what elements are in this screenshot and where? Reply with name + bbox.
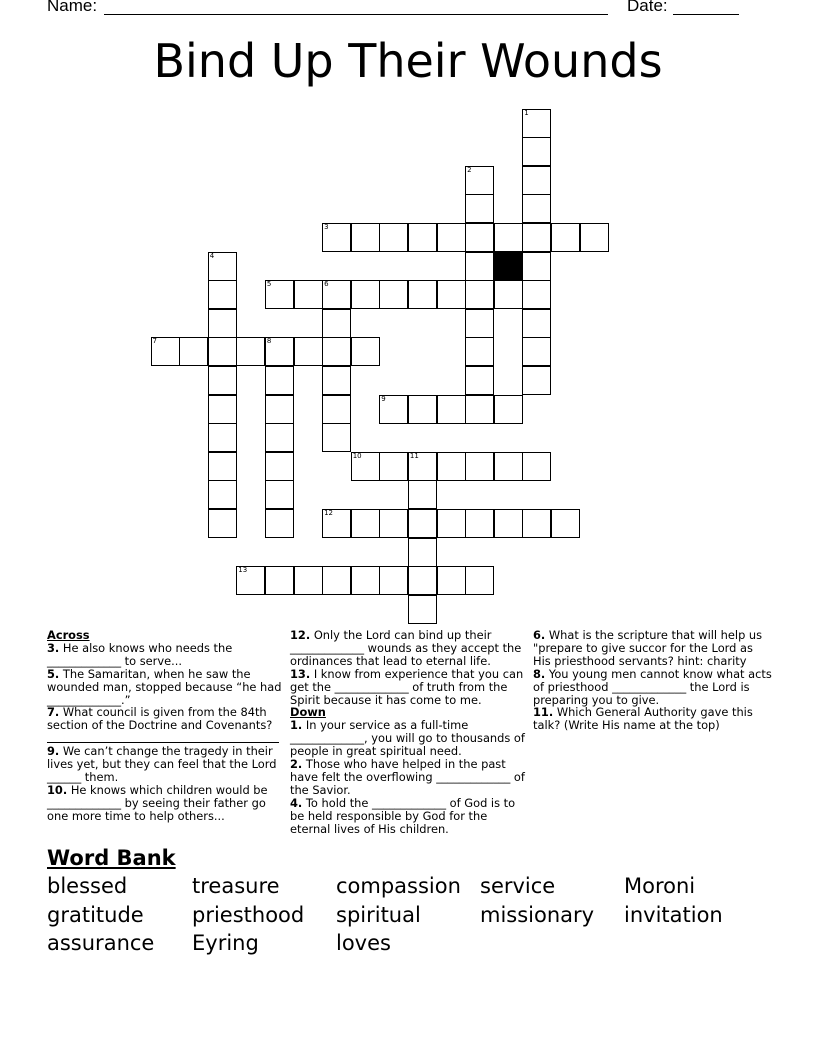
grid-cell[interactable]: [322, 566, 351, 595]
grid-cell[interactable]: [236, 337, 265, 366]
word-bank-word: compassion: [336, 874, 461, 898]
grid-cell[interactable]: [379, 223, 408, 252]
grid-cell[interactable]: [437, 223, 466, 252]
clue-across-12: 12. Only the Lord can bind up their _____________ wounds as they accept the ordinances that lead to eternal life.: [290, 628, 522, 668]
word-bank-word: Eyring: [192, 931, 259, 955]
grid-cell[interactable]: [208, 252, 237, 281]
grid-cell[interactable]: [522, 280, 551, 309]
grid-cell[interactable]: [437, 395, 466, 424]
clue-across-13: 13. I know from experience that you can get the _____________ of truth from the Spirit because it has come to me.: [290, 666, 524, 707]
clue-down-2: 2. Those who have helped in the past have felt the overflowing _____________ of the Savior.: [290, 757, 525, 797]
grid-cell[interactable]: [465, 280, 494, 309]
grid-cell[interactable]: [580, 223, 609, 252]
date-label: Date:: [627, 0, 668, 15]
grid-cell[interactable]: [522, 194, 551, 223]
down-heading: Down: [290, 705, 326, 720]
grid-cell[interactable]: [265, 566, 294, 595]
grid-cell[interactable]: [437, 566, 466, 595]
grid-cell[interactable]: [379, 395, 408, 424]
word-bank-word: invitation: [624, 903, 723, 927]
grid-cell[interactable]: [351, 509, 380, 538]
grid-cell[interactable]: [379, 566, 408, 595]
grid-cell[interactable]: [522, 252, 551, 281]
word-bank-word: treasure: [192, 874, 280, 898]
word-bank-word: assurance: [47, 931, 155, 955]
clue-number: 6: [324, 280, 329, 289]
clue-across-5: 5. The Samaritan, when he saw the wounded man, stopped because “he had _____________.”: [47, 666, 282, 707]
grid-cell[interactable]: [151, 337, 180, 366]
clue-number: 2: [467, 165, 472, 174]
grid-cell[interactable]: [265, 423, 294, 452]
word-bank-word: Moroni: [624, 874, 696, 898]
grid-cell[interactable]: [322, 509, 351, 538]
clue-across-9: 9. We can’t change the tragedy in their lives yet, but they can feel that the Lord ______ them.: [47, 744, 277, 785]
grid-cell[interactable]: [522, 166, 551, 195]
clue-number: 1: [524, 108, 529, 117]
grid-cell[interactable]: [351, 452, 380, 481]
grid-cell[interactable]: [408, 538, 437, 567]
grid-cell[interactable]: [522, 509, 551, 538]
grid-cell[interactable]: [465, 223, 494, 252]
grid-cell[interactable]: [208, 509, 237, 538]
grid-cell[interactable]: [294, 337, 323, 366]
grid-cell[interactable]: [437, 452, 466, 481]
grid-cell[interactable]: [494, 452, 523, 481]
grid-cell[interactable]: [522, 223, 551, 252]
grid-cell[interactable]: [379, 280, 408, 309]
page-title: Bind Up Their Wounds: [153, 34, 663, 88]
word-bank-title: Word Bank: [47, 846, 176, 870]
grid-cell[interactable]: [294, 566, 323, 595]
grid-cell[interactable]: [265, 337, 294, 366]
grid-cell[interactable]: [522, 337, 551, 366]
grid-cell[interactable]: [408, 566, 437, 595]
clue-down-6: 6. What is the scripture that will help us "prepare to give succor for the Lord as His priesthood servants? hint: charity: [533, 628, 763, 668]
word-bank-word: loves: [336, 931, 391, 955]
grid-cell[interactable]: [351, 566, 380, 595]
grid-cell[interactable]: [522, 452, 551, 481]
grid-cell[interactable]: [322, 309, 351, 338]
grid-cell[interactable]: [208, 337, 237, 366]
grid-cell[interactable]: [208, 395, 237, 424]
grid-cell[interactable]: [208, 480, 237, 509]
grid-cell[interactable]: [408, 452, 437, 481]
grid-cell[interactable]: [236, 566, 265, 595]
grid-cell[interactable]: [265, 480, 294, 509]
name-label: Name:: [47, 0, 98, 15]
clue-number: 8: [266, 337, 272, 346]
grid-cell[interactable]: [351, 223, 380, 252]
grid-cell[interactable]: [208, 452, 237, 481]
grid-cell[interactable]: [265, 452, 294, 481]
grid-cell[interactable]: [522, 309, 551, 338]
grid-cell[interactable]: [408, 223, 437, 252]
grid-cell[interactable]: [322, 395, 351, 424]
grid-cell[interactable]: [408, 280, 437, 309]
clue-down-4: 4. To hold the _____________ of God is to be held responsible by God for the eternal lives of His children.: [290, 795, 516, 836]
clue-down-11: 11. Which General Authority gave this talk? (Write His name at the top): [533, 705, 753, 733]
grid-cell[interactable]: [494, 223, 523, 252]
clue-down-8: 8. You young men cannot know what acts of priesthood _____________ the Lord is preparing you to give.: [533, 666, 772, 707]
grid-cell[interactable]: [265, 366, 294, 395]
grid-cell[interactable]: [265, 280, 294, 309]
grid-cell[interactable]: [465, 395, 494, 424]
grid-cell[interactable]: [465, 252, 494, 281]
grid-cell[interactable]: [408, 595, 437, 624]
grid-cell[interactable]: [522, 366, 551, 395]
clue-number: 12: [324, 508, 334, 517]
grid-cell[interactable]: [322, 280, 351, 309]
across-heading: Across: [47, 628, 90, 642]
grid-cell[interactable]: [408, 509, 437, 538]
grid-cell[interactable]: [465, 566, 494, 595]
grid-cell[interactable]: [494, 280, 523, 309]
grid-cell[interactable]: [351, 337, 380, 366]
grid-cell[interactable]: [437, 280, 466, 309]
clues-column-1: [47, 629, 283, 823]
word-bank-word: spiritual: [336, 903, 421, 927]
word-bank-word: gratitude: [47, 903, 144, 927]
clue-number: 7: [152, 337, 157, 346]
grid-cell[interactable]: [179, 337, 208, 366]
grid-cell[interactable]: [408, 395, 437, 424]
grid-cell[interactable]: [494, 509, 523, 538]
clue-across-10: 10. He knows which children would be _____________ by seeing their father go one more time to help others...: [47, 782, 268, 823]
grid-cell[interactable]: [322, 223, 351, 252]
grid-cell[interactable]: [465, 337, 494, 366]
grid-cell[interactable]: [465, 366, 494, 395]
clue-number: 11: [409, 451, 419, 460]
grid-cell[interactable]: [351, 280, 380, 309]
grid-cell[interactable]: [494, 395, 523, 424]
word-bank-word: priesthood: [192, 903, 305, 927]
clue-number: 13: [238, 566, 248, 575]
word-bank-word: missionary: [480, 903, 595, 927]
grid-cell[interactable]: [551, 223, 580, 252]
grid-cell[interactable]: [265, 509, 294, 538]
grid-cell[interactable]: [208, 309, 237, 338]
grid-cell[interactable]: [465, 194, 494, 223]
grid-cell[interactable]: [437, 509, 466, 538]
clues-column-2: [290, 629, 526, 836]
grid-cell[interactable]: [465, 309, 494, 338]
grid-cell[interactable]: [465, 166, 494, 195]
grid-cell[interactable]: [294, 280, 323, 309]
word-bank-word: service: [480, 874, 556, 898]
clue-across-3: 3. He also knows who needs the _____________ to serve...: [47, 640, 233, 668]
grid-cell[interactable]: [208, 423, 237, 452]
grid-cell[interactable]: [322, 423, 351, 452]
black-cell: [494, 252, 523, 281]
clue-number: 4: [209, 251, 215, 260]
grid-cell[interactable]: [322, 366, 351, 395]
grid-cell[interactable]: [379, 509, 408, 538]
grid-cell[interactable]: [208, 366, 237, 395]
answer-line[interactable]: [47, 732, 279, 743]
grid-cell[interactable]: [465, 452, 494, 481]
grid-cell[interactable]: [379, 452, 408, 481]
clue-number: 10: [352, 451, 362, 460]
clue-across-7: 7. What council is given from the 84th section of the Doctrine and Covenants?: [47, 705, 273, 733]
clue-number: 9: [381, 394, 386, 403]
clue-down-1: 1. In your service as a full-time _____________, you will go to thousands of people in great spiritual need.: [290, 718, 525, 759]
word-bank-word: blessed: [47, 874, 128, 898]
grid-cell[interactable]: [465, 509, 494, 538]
grid-cell[interactable]: [208, 280, 237, 309]
grid-cell[interactable]: [522, 109, 551, 138]
grid-cell[interactable]: [551, 509, 580, 538]
grid-cell[interactable]: [408, 480, 437, 509]
clues-column-3: [533, 629, 773, 732]
clue-number: 5: [266, 280, 272, 289]
clue-number: 3: [324, 222, 329, 231]
grid-cell[interactable]: [265, 395, 294, 424]
grid-cell[interactable]: [522, 137, 551, 166]
grid-cell[interactable]: [322, 337, 351, 366]
